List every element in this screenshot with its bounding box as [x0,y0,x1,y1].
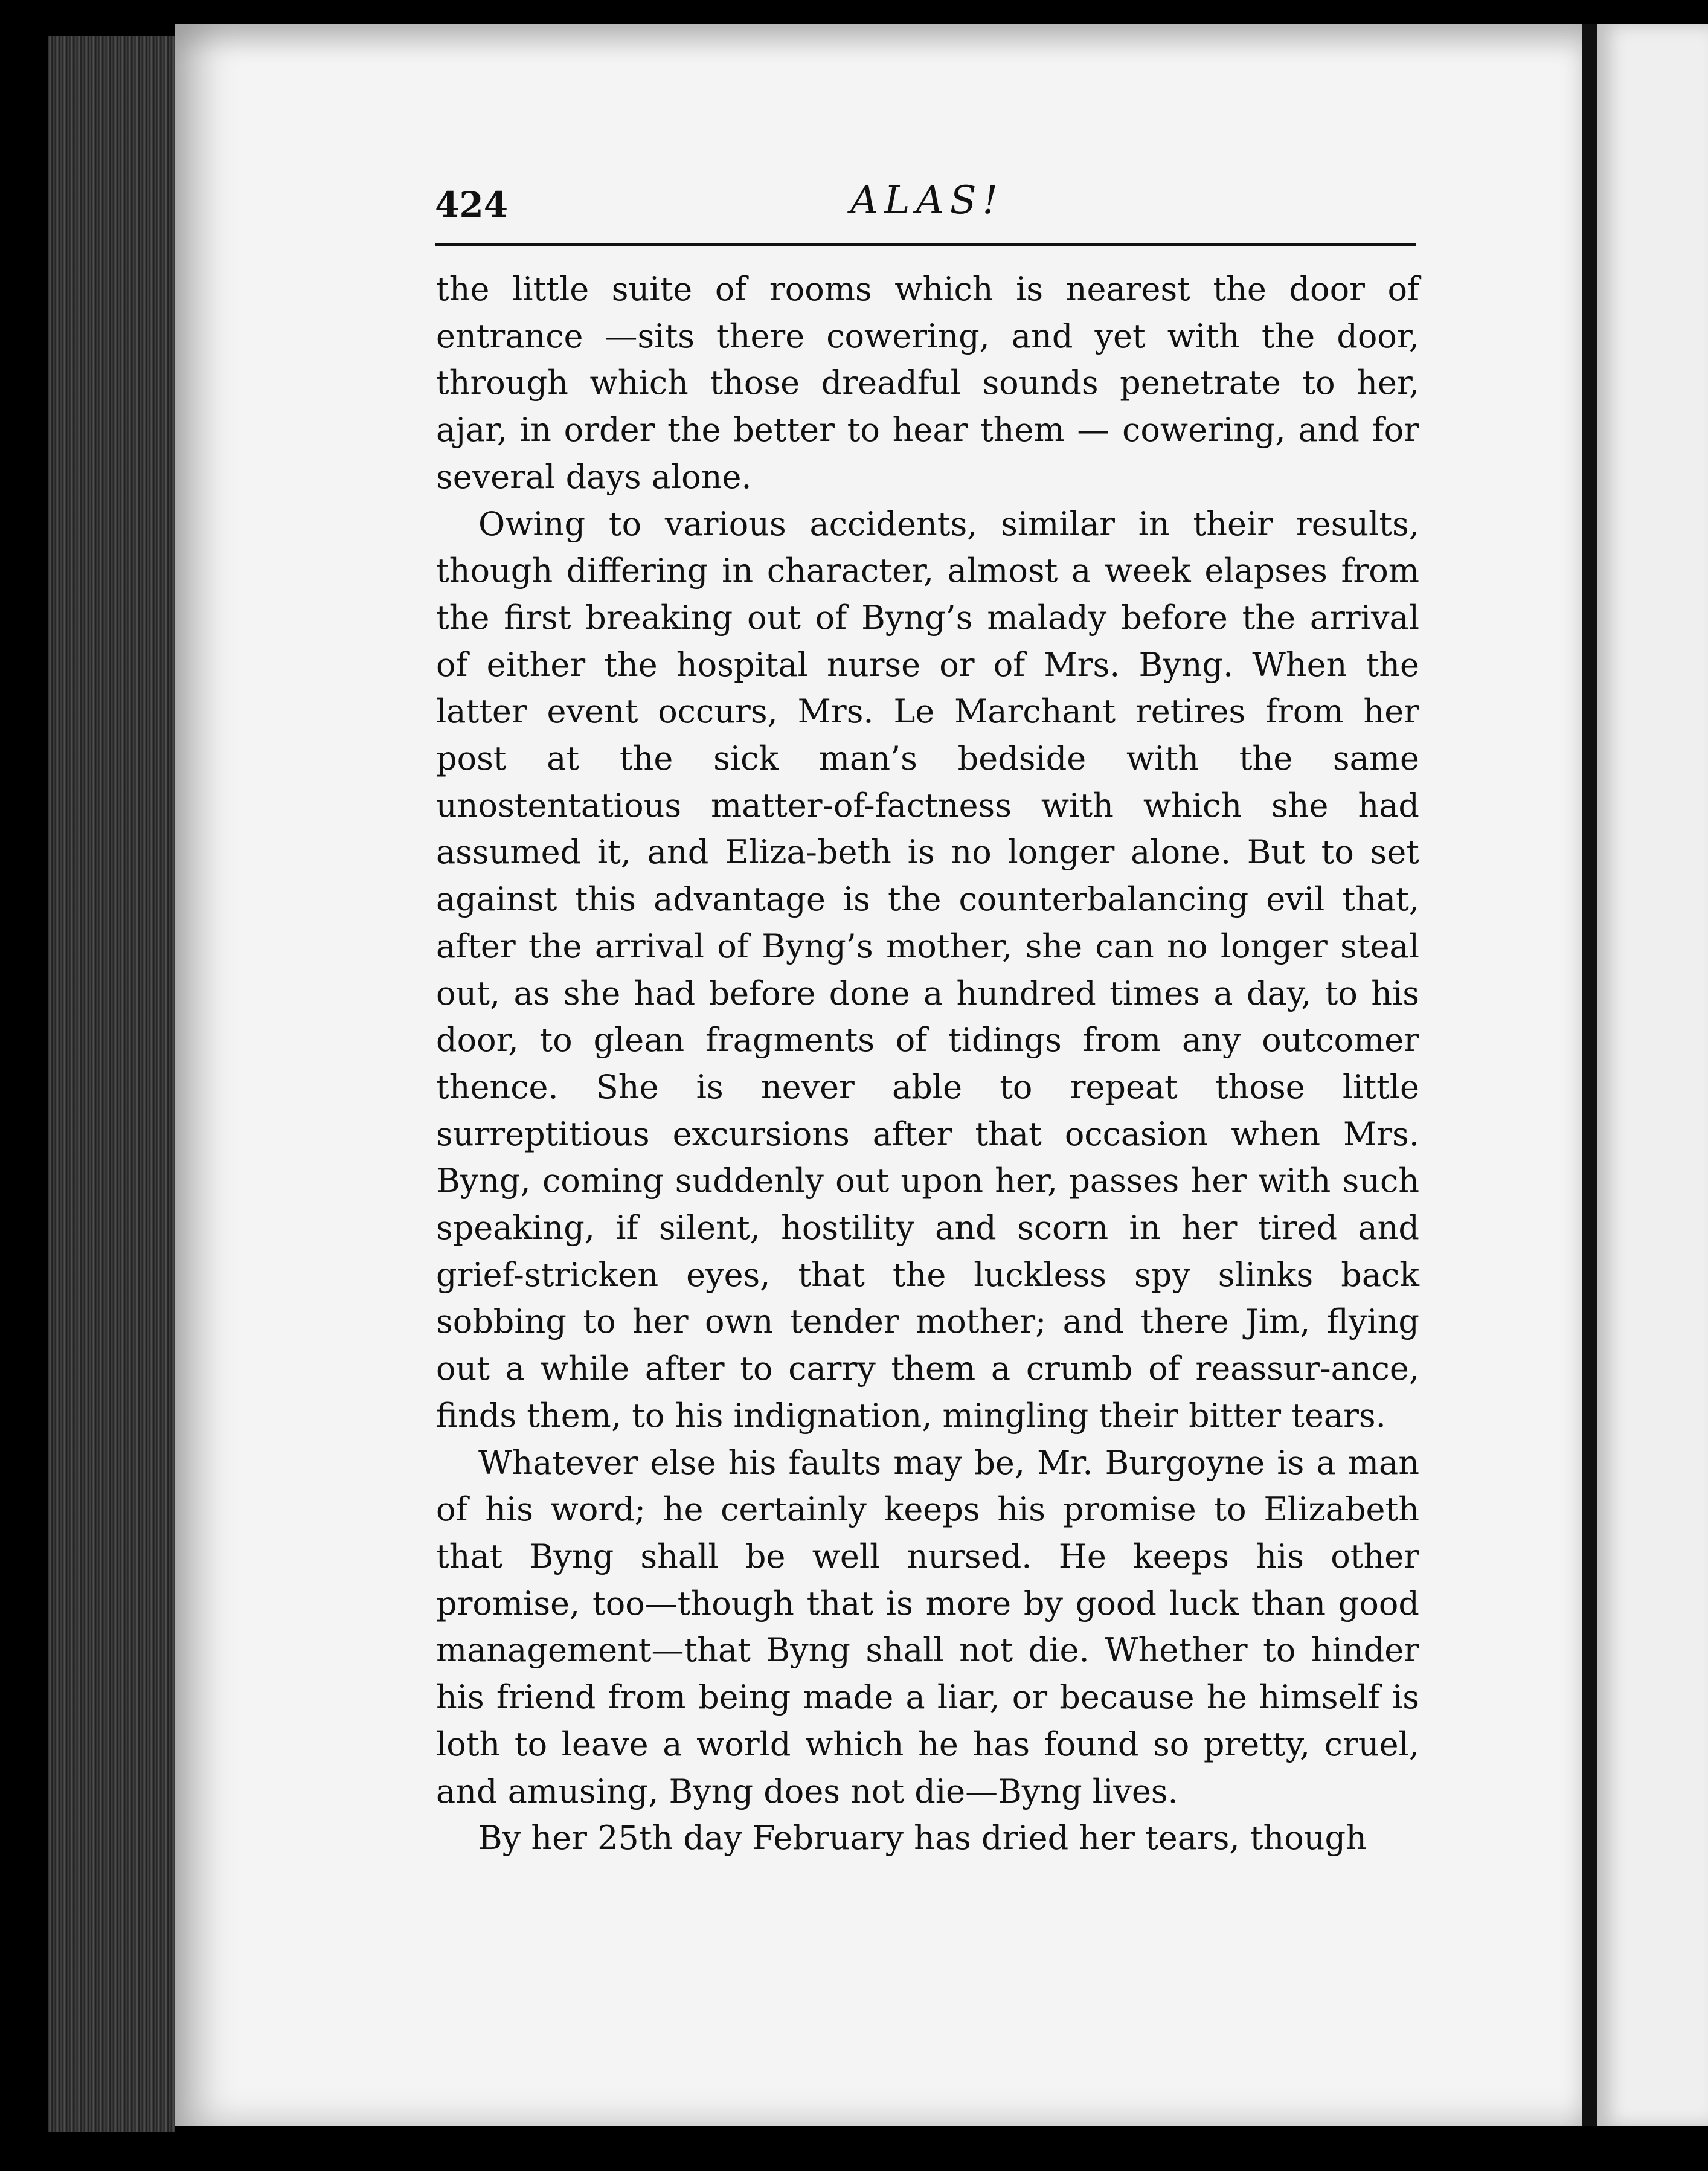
paragraph: Whatever else his faults may be, Mr. Burgoyne is a man of his word; he certainly keeps his promise to Elizabeth that Byng shall be well nursed. He keeps his other promise, too—though that is more by good luck than good management—that Byng shall not die. Whether to hinder his friend from being made a liar, or because he himself is loth to leave a world which he has found so pretty, cruel, and amusing, Byng does not die—Byng lives. [436,1443,1419,1810]
paragraph: Owing to various accidents, similar in their results, though differing in character, almost a week elapses from the first breaking out of Byng’s malady before the arrival of either the hospital nurse or of Mrs. Byng. When the latter event occurs, Mrs. Le Marchant retires from her post at the sick man’s bedside with the same unostentatious matter-of-factness with which she had assumed it, and Eliza-beth is no longer alone. But to set against this advantage is the counterbalancing evil that, after the arrival of Byng’s mother, she can no longer steal out, as she had before done a hundred times a day, to his door, to glean fragments of tidings from any outcomer thence. She is never able to repeat those little surreptitious excursions after that occasion when Mrs. Byng, coming suddenly out upon her, passes her with such speaking, if silent, hostility and scorn in her tired and grief-stricken eyes, that the luckless spy slinks back sobbing to her own tender mother; and there Jim, flying out a while after to carry them a crumb of reassur-ance, finds them, to his indignation, mingling their bitter tears. [436,504,1419,1435]
paragraph-continued: the little suite of rooms which is nearest the door of entrance —sits there cowering, and yet with the door, through which those dreadful sounds penetrate to her, ajar, in order the better to hear them — cowering, and for several days alone. [436,270,1419,496]
paragraph: By her 25th day February has dried her tears, though [478,1819,1367,1857]
page-header [435,175,1419,236]
gutter-shadow [1582,24,1597,2126]
page-number: 424 [435,184,509,225]
book-page-edges [48,36,175,2132]
adjacent-page-edge [1597,24,1708,2126]
header-rule [435,243,1416,246]
body-text [436,266,1419,1862]
running-title: ALAS! [850,178,1004,223]
